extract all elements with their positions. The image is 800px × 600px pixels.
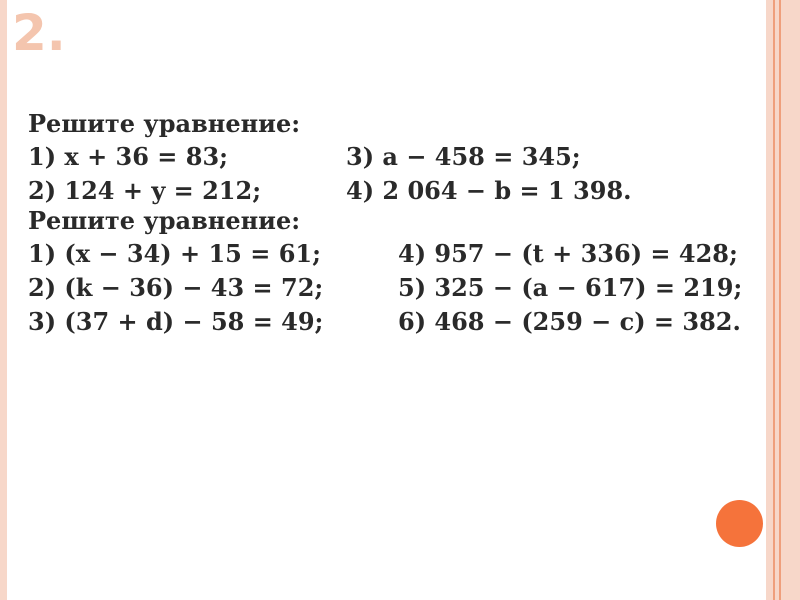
equation-row [28, 237, 748, 271]
equation: 1) (x − 34) + 15 = 61; [28, 239, 321, 268]
equation-row [28, 174, 748, 208]
equation: 2) (k − 36) − 43 = 72; [28, 273, 324, 302]
equation: 4) 957 − (t + 336) = 428; [398, 239, 738, 268]
right-border [766, 0, 800, 600]
left-border [0, 0, 7, 600]
problem-heading: Решите уравнение: [28, 206, 301, 235]
equation-row [28, 271, 748, 305]
right-border-line [773, 0, 775, 600]
equation-row [28, 140, 748, 174]
decorative-dot [716, 500, 763, 547]
equation: 5) 325 − (a − 617) = 219; [398, 273, 743, 302]
problem-block-2 [28, 205, 748, 339]
right-border-line-inner [779, 0, 781, 600]
equation-row [28, 305, 748, 339]
equation: 3) (37 + d) − 58 = 49; [28, 307, 324, 336]
equation: 6) 468 − (259 − c) = 382. [398, 307, 741, 336]
problem-heading: Решите уравнение: [28, 109, 301, 138]
slide-number: 2. [12, 4, 66, 62]
equation: 4) 2 064 − b = 1 398. [346, 176, 632, 205]
problem-block-1 [28, 108, 748, 208]
equation: 2) 124 + y = 212; [28, 176, 262, 205]
equation: 3) a − 458 = 345; [346, 142, 581, 171]
equation: 1) x + 36 = 83; [28, 142, 229, 171]
